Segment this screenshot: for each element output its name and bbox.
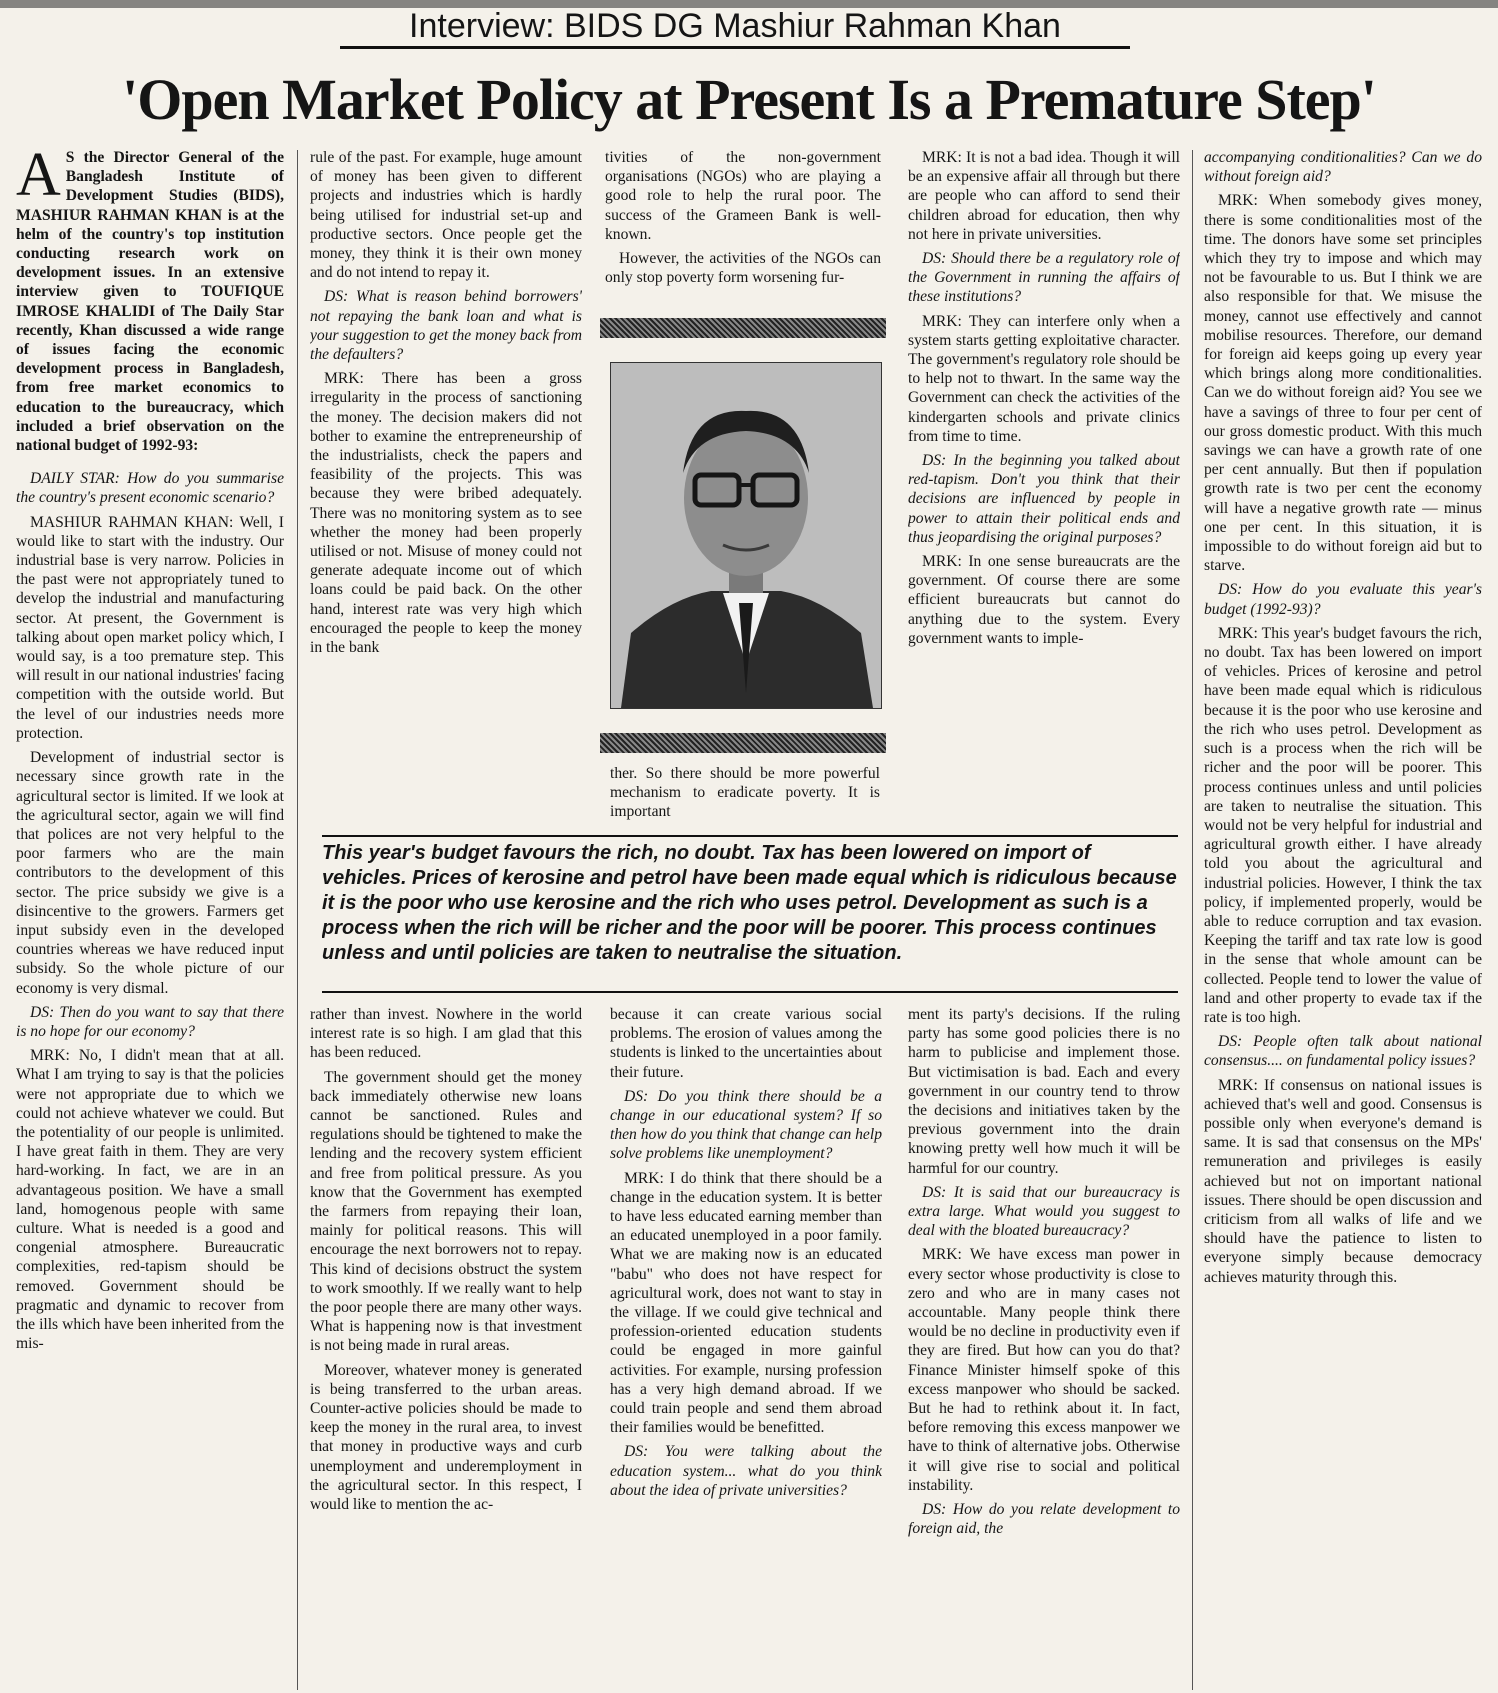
column-separator	[1192, 150, 1193, 1690]
portrait-photo	[610, 362, 882, 709]
question: accompanying conditionalities? Can we do without foreign aid?	[1204, 149, 1482, 186]
column-2-lower	[310, 1005, 582, 1693]
question: DAILY STAR: How do you summarise the country's present economic scenario?	[16, 470, 284, 507]
answer: MRK: In one sense bureaucrats are the government. Of course there are some efficient bureaucrats but cannot do anything due to the system. Every government wants to imple-	[908, 553, 1180, 647]
column-4-upper	[908, 148, 1180, 830]
column-1	[16, 148, 284, 1693]
column-3-upper	[605, 148, 881, 288]
answer: MASHIUR RAHMAN KHAN: Well, I would like to start with the industry. Our industrial base is very narrow. Policies in the past were not appropriately tuned to develop the industrial and manufacturing sector. At present, the Government is talking about open market policy which, I would say, is a too premature step. This will result in our national industries' facing competition with the outside world. But the level of our industries needs more protection.	[16, 513, 284, 742]
paragraph: tivities of the non-government organisations (NGOs) who are playing a good role to help the rural poor. The success of the Grameen Bank is well-known.	[605, 149, 881, 243]
paragraph: because it can create various social problems. The erosion of values among the students is linked to the uncertainties about their future.	[610, 1006, 882, 1081]
paragraph: rule of the past. For example, huge amount of money has been given to different projects and industries which is hardly being utilised for industrial set-up and productive sectors. Once people get the money, they think it is their own money and do not intend to repay it.	[310, 149, 582, 282]
answer: MRK: It is not a bad idea. Though it will be an expensive affair all through but there are people who can afford to send their children abroad for education, then why not here in private universities.	[908, 149, 1180, 243]
question: DS: Should there be a regulatory role of the Government in running the affairs of these institutions?	[908, 250, 1180, 306]
question: DS: It is said that our bureaucracy is extra large. What would you suggest to deal with the bloated bureaucracy?	[908, 1183, 1180, 1240]
answer: MRK: This year's budget favours the rich, no doubt. Tax has been lowered on import of vehicles. Prices of kerosine and petrol have been made equal which is ridiculous because it is the poor who use kerosine and the rich who uses petrol. Development as such is a process when the rich will be richer and the poor will be poorer. This process continues unless and until policies are taken to neutralise the situation. This would not be very helpful for industrial and agricultural growth either. I have already told you about the agricultural and industrial policies. However, I think the tax policy, if implemented properly, would be able to reduce corruption and tax evasion. Keeping the tariff and tax rate low is good in the sense that whole amount can be collected. People tend to lower the value of land and other property to evade tax if the rate is too high.	[1204, 624, 1482, 1026]
answer: MRK: I do think that there should be a change in the education system. It is better to have less educated earning member than an educated unemployed in a poor family. What we are making now is an educated "babu" who does not have respect for agricultural work, does not want to stay in the village. If we could give technical and profession-oriented education students could be engaged in more gainful activities. For example, nursing profession has a very high demand abroad. If we could train people and send them abroad their families would be benefitted.	[610, 1169, 882, 1437]
portrait-illustration	[611, 363, 881, 708]
decorative-bar	[600, 733, 886, 753]
answer: MRK: If consensus on national issues is achieved that's well and good. Consensus is possible only when everyone's demand is same. It is sad that consensus on the MPs' remuneration and privileges is easily achieved but not on important national issues. There should be open discussion and criticism from all walks of life and we should have the patience to listen to everyone simply because democracy achieves maturity through this.	[1204, 1076, 1482, 1286]
question: DS: What is reason behind borrowers' not repaying the bank loan and what is your suggestion to get the money back from the defaulters?	[310, 288, 582, 364]
question: DS: Then do you want to say that there is no hope for our economy?	[16, 1003, 284, 1040]
interview-kicker: Interview: BIDS DG Mashiur Rahman Khan	[340, 6, 1130, 49]
column-2-upper	[310, 148, 582, 830]
answer: MRK: They can interfere only when a system starts getting exploitative character. The government's regulatory role should be to help not to thwart. In the same way the Government can check the activities of the kindergarten schools and private clinics from time to time.	[908, 312, 1180, 445]
paragraph: ther. So there should be more powerful mechanism to eradicate poverty. It is important	[610, 765, 880, 821]
question: DS: How do you relate development to foreign aid, the	[908, 1501, 1180, 1538]
intro-paragraph	[16, 148, 284, 455]
paragraph: The government should get the money back immediately otherwise new loans cannot be sanctioned. Rules and regulations should be tightened to make the lending and the recovery system efficient and free from political pressure. As you know that the Government has exempted the farmers from repaying their loan, mainly for political reasons. This will encourage the next borrowers not to repay. This kind of decisions obstruct the system to work smoothly. If we really want to help the poor people there are many other ways. What is happening now is that investment is not being made in rural areas.	[310, 1068, 582, 1355]
answer: Development of industrial sector is necessary since growth rate in the agricultural sector is limited. If we look at the agricultural sector, again we will find that polices are not very helpful to the poor farmers who are the main contributors to the development of this sector. The price subsidy we give is a disincentive to the growers. Farmers get input subsidy even in the developed countries whereas we have reduced input subsidy. So the whole picture of our economy is very dismal.	[16, 749, 284, 997]
pull-quote: This year's budget favours the rich, no doubt. Tax has been lowered on import of vehicles. Prices of kerosine and petrol have been made equal which is ridiculous because it is the poor who use kerosine and the rich who uses petrol. Development as such is a process when the rich will be richer and the poor will be poorer. This process continues unless and until policies are taken to neutralise the situation.	[322, 835, 1178, 993]
answer: MRK: There has been a gross irregularity in the process of sanctioning the money. The decision makers did not bother to examine the entrepreneurship of the industrialists, check the papers and feasibility of the projects. This was because they were bribed adequately. There was no monitoring system as to see whether the money had been properly utilised or not. Misuse of money could not generate adequate income out of which loans could be paid back. On the other hand, interest rate was very high which encouraged the people to keep the money in the bank	[310, 370, 582, 657]
paragraph: rather than invest. Nowhere in the world interest rate is so high. I am glad that this has been reduced.	[310, 1006, 582, 1062]
column-3-under-photo	[610, 764, 880, 828]
drop-cap: A	[16, 148, 61, 209]
question: DS: In the beginning you talked about red-tapism. Don't you think that their decisions are influenced by people in power to attain their political ends and thus jeopardising the original purposes?	[908, 452, 1180, 546]
question: DS: People often talk about national consensus.... on fundamental policy issues?	[1204, 1033, 1482, 1070]
paragraph: Moreover, whatever money is generated is being transferred to the urban areas. Counter-active policies should be made to keep the money in the rural area, to invest that money in productive ways and curb unemployment and underemployment in the agricultural sector. In this respect, I would like to mention the ac-	[310, 1361, 582, 1514]
intro-text: S the Director General of the Bangladesh Institute of Development Studies (BIDS), MASHIUR RAHMAN KHAN is at the helm of the country's top institution conducting research work on development issues. In an extensive interview given to TOUFIQUE IMROSE KHALIDI of The Daily Star recently, Khan discussed a wide range of issues facing the economic development process in Bangladesh, from free market economics to education to the bureaucracy, which included a brief observation on the national budget of 1992-93:	[16, 149, 284, 455]
decorative-bar	[600, 318, 886, 338]
question: DS: You were talking about the education system... what do you think about the idea of private universities?	[610, 1443, 882, 1499]
answer: MRK: No, I didn't mean that at all. What I am trying to say is that the policies were not appropriate due to which we could not achieve whatever we could. But the potentiality of our people is unlimited. I have great faith in them. They are very hard-working. In fact, we are in an advantageous position. We have a small land, homogenous people with same culture. What is needed is a good and congenial atmosphere. Bureaucratic complexities, red-tapism should be removed. Government should be pragmatic and dynamic to recover from the ills which have been inherited from the mis-	[16, 1047, 284, 1353]
column-5	[1204, 148, 1482, 1693]
question: DS: Do you think there should be a change in our educational system? If so then how do you think that change can help solve problems like unemployment?	[610, 1087, 882, 1163]
answer: MRK: We have excess man power in every sector whose productivity is close to zero and who are in many cases not accountable. Many people think there would be no decline in productivity even if they are fired. But how can you do that? Finance Minister himself spoke of this excess manpower who should be sacked. But he had to rethink about it. In fact, before removing this excess manpower we have to think of alternative jobs. Otherwise it will give rise to social and political instability.	[908, 1246, 1180, 1494]
paragraph: However, the activities of the NGOs can only stop poverty form worsening fur-	[605, 250, 881, 287]
column-separator	[297, 150, 298, 1690]
question: DS: How do you evaluate this year's budget (1992-93)?	[1204, 581, 1482, 618]
answer: MRK: When somebody gives money, there is some conditionalities most of the time. The donors have some set principles which they try to impose and which may not be favourable to us. But I think we are also responsible for that. We misuse the money, cannot use effectively and cannot mobilise resources. Therefore, our demand for foreign aid keeps going up every year which brings along more conditionalities. Can we do without foreign aid? You see we have a savings of three to four per cent of our gross domestic product. With this much savings we can have a growth rate of one per cent annually. But then if population growth rate is two per cent the economy will have a negative growth rate — minus one per cent. In this situation, it is impossible to do without foreign aid but to starve.	[1204, 192, 1482, 575]
paragraph: ment its party's decisions. If the ruling party has some good policies there is no harm to publicise and implement those. But victimisation is bad. Each and every government in our country tend to throw the decisions and initiatives taken by the previous government into the drain knowing pretty well how much it will be harmful for our country.	[908, 1006, 1180, 1177]
column-4-lower	[908, 1005, 1180, 1693]
column-3-lower	[610, 1005, 882, 1693]
headline: 'Open Market Policy at Present Is a Premature Step'	[122, 67, 1376, 132]
